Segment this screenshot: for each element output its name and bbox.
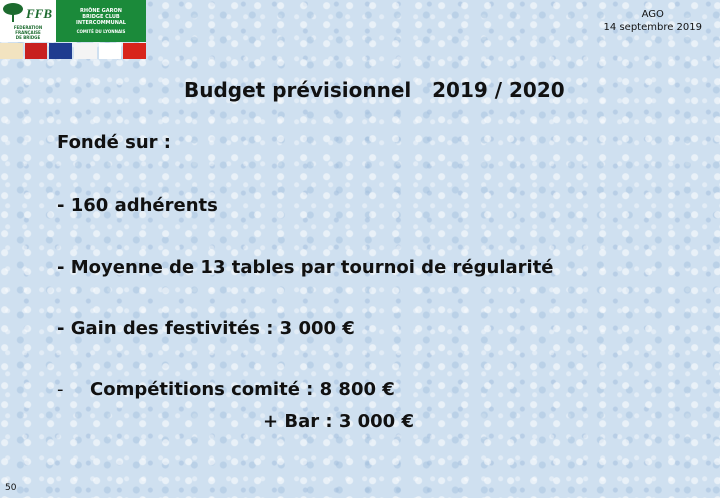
event-date: 14 septembre 2019 — [603, 22, 702, 33]
event-label: AGO — [641, 9, 664, 20]
runner-icon — [0, 43, 23, 59]
ffb-text: FFB — [26, 6, 53, 21]
bullet-basis: Fondé sur : — [57, 132, 171, 153]
bullet-competitions — [57, 379, 395, 400]
club-logo — [0, 0, 146, 60]
club-name-block — [56, 0, 146, 42]
slide-title: Budget prévisionnel 2019 / 2020 — [184, 78, 565, 102]
club-line-1: RHÔNE GARON — [80, 7, 122, 14]
club-line-2: BRIDGE CLUB — [82, 13, 120, 20]
emblem-icon — [74, 43, 97, 59]
flag-red-icon — [25, 43, 48, 59]
ffb-subtitle: FEDERATION FRANÇAISE DE BRIDGE — [13, 25, 43, 40]
competitions-text: Compétitions comité : 8 800 € — [90, 379, 395, 400]
bullet-dash: - — [57, 379, 64, 400]
star-icon — [99, 43, 122, 59]
bullet-tables: - Moyenne de 13 tables par tournoi de régularité — [57, 257, 554, 278]
bullet-festivities: - Gain des festivités : 3 000 € — [57, 318, 355, 339]
header-info — [604, 8, 702, 34]
flag-red-white-icon — [123, 43, 146, 59]
bullet-members: - 160 adhérents — [57, 195, 218, 216]
bullet-bar: + Bar : 3 000 € — [263, 411, 414, 432]
logo-banner — [0, 0, 146, 42]
page-number: 50 — [5, 483, 17, 493]
logo-icon-row — [0, 43, 146, 59]
comite-label: COMITÉ DU LYONNAIS — [76, 28, 126, 34]
club-line-3: INTERCOMMUNAL — [76, 19, 126, 26]
tree-icon — [2, 1, 24, 23]
flag-blue-icon — [49, 43, 72, 59]
ffb-logo — [0, 0, 56, 42]
